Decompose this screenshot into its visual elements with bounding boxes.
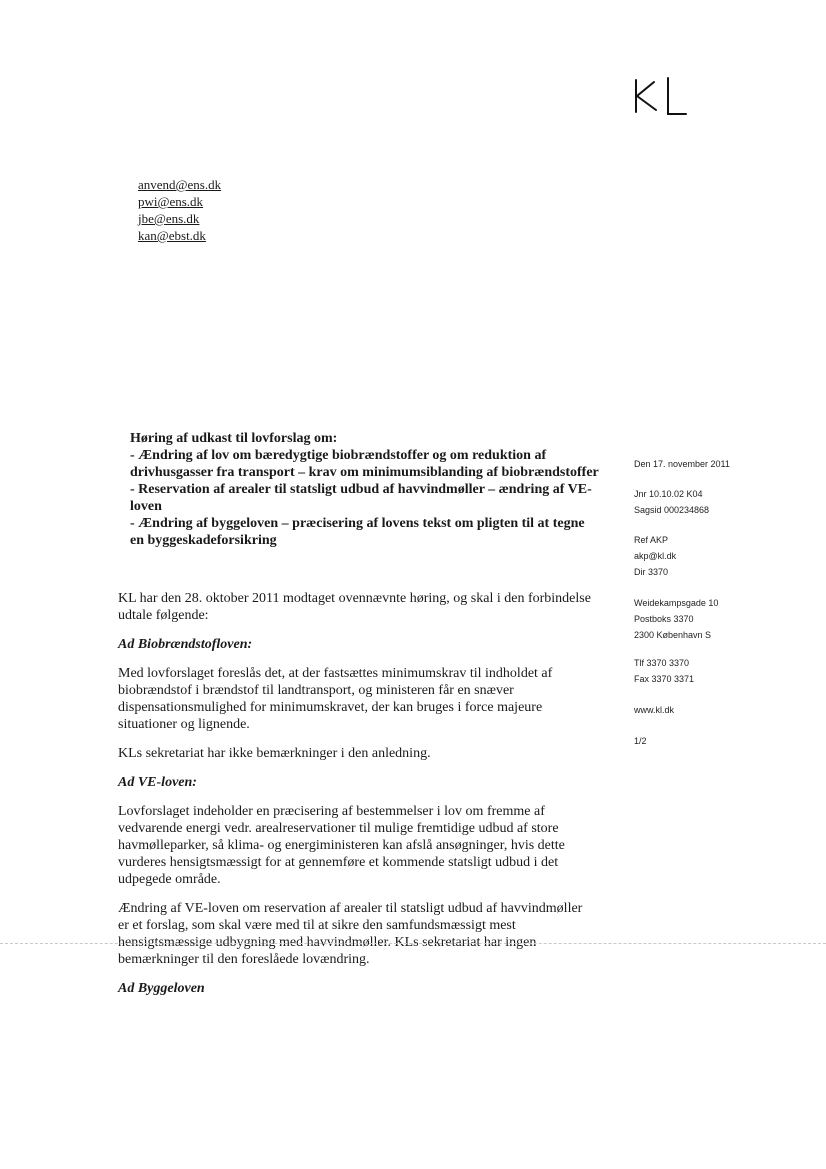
sidebar-address [634,595,718,643]
ref-text: Ref AKP [634,535,669,545]
fax-text: Fax 3370 3371 [634,674,695,684]
subject-item: - Ændring af byggeloven – præcisering af lovens tekst om pligten til at tegne en byggeskadeforsikring [130,516,585,548]
sidebar-date [634,456,730,472]
sidebar-case-info [634,486,709,518]
sidebar-reference [634,532,676,580]
body-paragraph: KLs sekretariat har ikke bemærkninger i den anledning. [118,746,431,761]
recipient-email[interactable]: jbe@ens.dk [138,211,200,226]
city-text: 2300 København S [634,630,712,640]
dir-text: Dir 3370 [634,567,669,577]
website-link[interactable]: www.kl.dk [634,705,675,715]
page-number: 1/2 [634,736,647,746]
recipient-email[interactable]: anvend@ens.dk [138,177,222,192]
body-paragraph: Lovforslaget indeholder en præcisering af bestemmelser i lov om fremme af vedvarende energi vedr. arealreservationer til mulige fremtidige udbud af store havmølleparker, så klima- og energiministeren kan afslå ansøgninger, hvis dette vurderes hensigtsmæssigt for at gennemføre et kommende statsligt udbud i det udpegede område. [118,804,565,887]
section-heading: Ad VE-loven: [118,775,197,790]
recipient-email[interactable]: kan@ebst.dk [138,228,206,243]
phone-text: Tlf 3370 3370 [634,658,690,668]
recipient-email[interactable]: pwi@ens.dk [138,194,204,209]
date-text: Den 17. november 2011 [634,459,730,469]
letter-body [118,590,596,1009]
postbox-text: Postboks 3370 [634,614,694,624]
sagsid-text: Sagsid 000234868 [634,505,710,515]
kl-logo [628,74,688,118]
subject-block [130,430,600,549]
intro-paragraph: KL har den 28. oktober 2011 modtaget ovennævnte høring, og skal i den forbindelse udtale følgende: [118,591,591,623]
jnr-text: Jnr 10.10.02 K04 [634,489,703,499]
sidebar-web [634,702,674,718]
recipient-list [138,176,221,244]
body-paragraph: Ændring af VE-loven om reservation af arealer til statsligt udbud af havvindmøller er et forslag, som skal være med til at sikre den samfundsmæssigt mest hensigtsmæssige udbygning med havvindmøller. KLs sekretariat har ingen bemærkninger til den foreslåede lovændring. [118,901,583,967]
scan-artifact-line [0,943,826,944]
subject-item: - Reservation af arealer til statsligt udbud af havvindmøller – ændring af VE-loven [130,482,592,514]
street-text: Weidekampsgade 10 [634,598,719,608]
section-heading: Ad Byggeloven [118,981,205,996]
subject-item: - Ændring af lov om bæredygtige biobrændstoffer og om reduktion af drivhusgasser fra transport – krav om minimumsiblanding af biobrændstoffer [130,448,599,480]
contact-email[interactable]: akp@kl.dk [634,551,677,561]
body-paragraph: Med lovforslaget foreslås det, at der fastsættes minimumskrav til indholdet af biobrændstof i brændstof til landtransport, og ministeren får en snæver dispensationsmulighed for minimumskravet, der kan bruges i force majeure situationer og lignende. [118,666,553,732]
section-heading: Ad Biobrændstofloven: [118,637,253,652]
sidebar-page [634,733,647,749]
subject-title: Høring af udkast til lovforslag om: [130,431,338,446]
sidebar-phone [634,655,694,687]
